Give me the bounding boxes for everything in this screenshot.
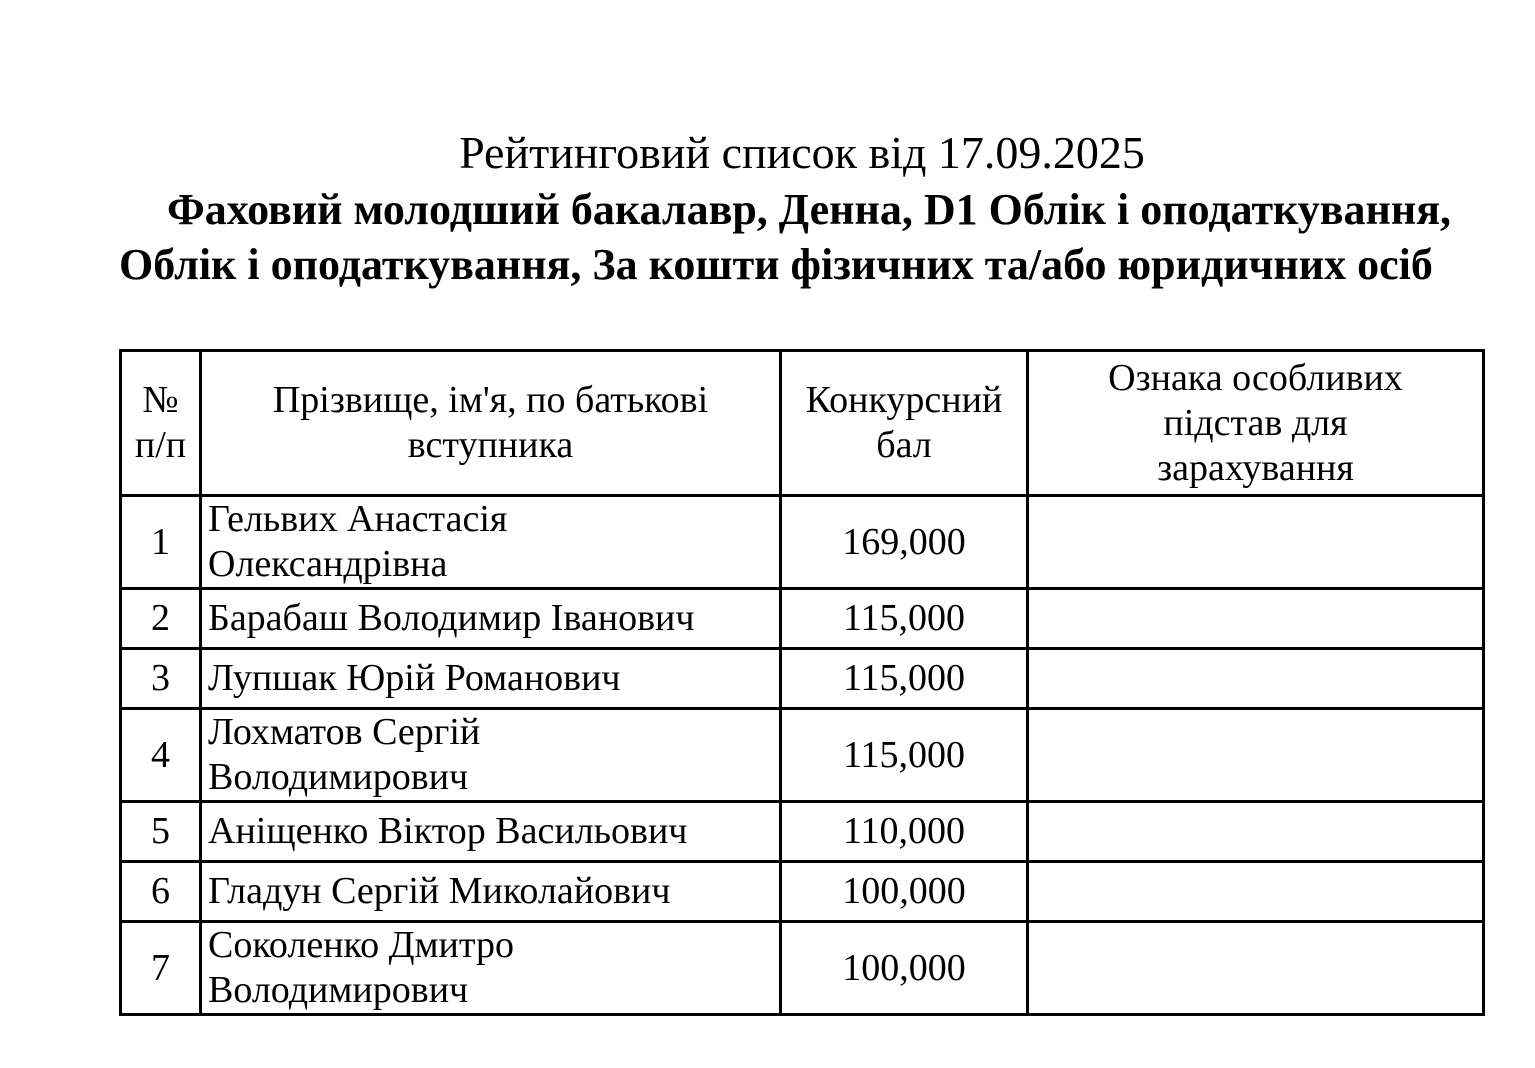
row-sign [1028,589,1484,649]
table-row [121,649,1484,709]
header-sign [1028,351,1484,496]
header-name [201,351,781,496]
row-number: 2 [121,589,201,649]
row-name-line: Барабаш Володимир Іванович [208,597,695,639]
row-name-line: Олександрівна [208,543,448,585]
table-row [121,589,1484,649]
row-name [201,802,781,862]
row-name [201,922,781,1015]
row-sign [1028,802,1484,862]
row-sign [1028,709,1484,802]
row-score: 115,000 [781,649,1028,709]
row-name-line: Гельвих Анастасія [208,498,508,540]
row-number: 7 [121,922,201,1015]
row-score: 100,000 [781,862,1028,922]
header-score-line: Конкурсний [805,379,1003,421]
header-sign-line: зарахування [1157,446,1354,489]
row-number: 1 [121,496,201,589]
row-name-line: Гладун Сергій Миколайович [208,870,671,912]
row-name-line: Володимирович [208,969,469,1011]
row-sign [1028,496,1484,589]
row-number: 3 [121,649,201,709]
header-sign-line: підстав для [1163,401,1348,444]
table-row [121,496,1484,589]
header-score-line: бал [876,424,932,466]
header-name-line: Прізвище, ім'я, по батькові [272,379,709,421]
row-score: 115,000 [781,709,1028,802]
row-sign [1028,922,1484,1015]
header-num-line: п/п [134,424,187,466]
row-name [201,862,781,922]
row-score: 115,000 [781,589,1028,649]
row-name-line: Володимирович [208,756,469,798]
rating-table [119,349,1485,1016]
row-name-line: Лохматов Сергій [208,711,481,753]
row-score: 100,000 [781,922,1028,1015]
header-score [781,351,1028,496]
row-name [201,709,781,802]
row-name-line: Аніщенко Віктор Васильович [208,810,688,852]
row-name-line: Соколенко Дмитро [208,924,514,966]
row-number: 6 [121,862,201,922]
row-name [201,496,781,589]
page-subtitle: Фаховий молодший бакалавр, Денна, D1 Облік і оподаткування, Облік і оподаткування, За кошти фізичних та/або юридичних осіб [119,185,1452,289]
row-sign [1028,862,1484,922]
row-name-line: Лупшак Юрій Романович [208,657,621,699]
page-title: Рейтинговий список від 17.09.2025 [459,127,1145,178]
table-row [121,709,1484,802]
row-score: 169,000 [781,496,1028,589]
header-name-line: вступника [407,424,574,466]
row-name [201,589,781,649]
header-num [121,351,201,496]
row-name [201,649,781,709]
table-row [121,862,1484,922]
row-number: 4 [121,709,201,802]
row-score: 110,000 [781,802,1028,862]
table-header-row [121,351,1484,496]
header-sign-line: Ознака особливих [1108,356,1403,399]
table-row [121,802,1484,862]
header-num-line: № [142,379,179,421]
row-number: 5 [121,802,201,862]
table-row [121,922,1484,1015]
row-sign [1028,649,1484,709]
